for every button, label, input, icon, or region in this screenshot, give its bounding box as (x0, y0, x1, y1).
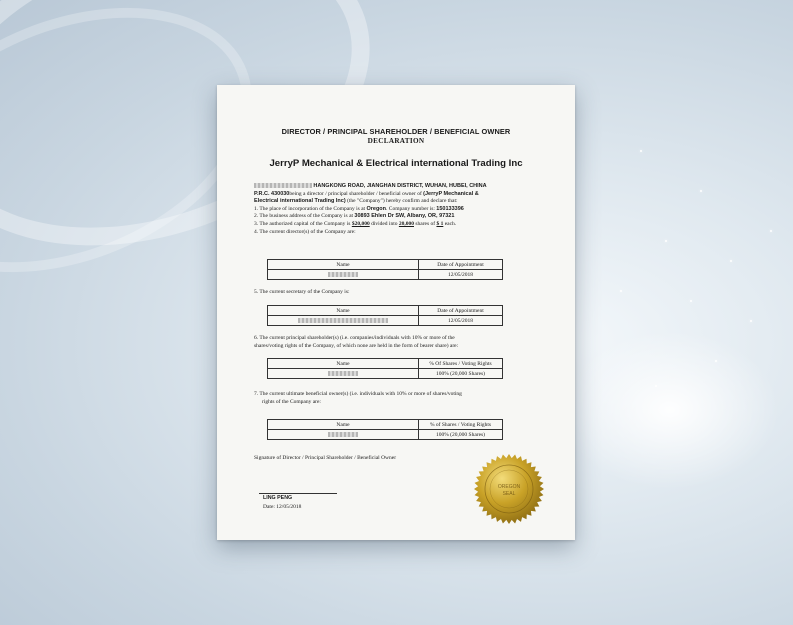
table-header: Name (268, 420, 419, 430)
table-cell (268, 316, 419, 326)
svg-text:SEAL: SEAL (502, 491, 516, 497)
declaration-document (217, 85, 575, 540)
beneficial-owners-table (267, 419, 503, 440)
item-3: 3. The authorized capital of the Company is (254, 220, 351, 227)
table-cell: 100% (20,000 Shares) (419, 430, 503, 440)
item-3: shares of (415, 220, 436, 227)
table-cell (268, 369, 419, 379)
table-header: Name (268, 306, 419, 316)
item-3-par: $ 1 (436, 220, 444, 227)
item-6 (254, 335, 544, 350)
document-subtitle: DECLARATION (367, 137, 425, 145)
item-4: 4. The current director(s) of the Company are: (254, 228, 356, 235)
intro-text: being a director / principal shareholder / beneficial owner of (289, 190, 422, 197)
table-header: % of Shares / Voting Rights (419, 420, 503, 430)
item-1-number: 150133396 (436, 205, 464, 212)
intro-address: HANGKONG ROAD, JIANGHAN DISTRICT, WUHAN, HUBEI, CHINA (313, 183, 487, 189)
item-3-shares: 20,000 (398, 220, 414, 227)
item-7 (254, 391, 544, 406)
signer-name: LING PENG (263, 495, 293, 501)
table-cell (268, 270, 419, 280)
table-header: Date of Appointment (419, 260, 503, 270)
item-2: 2. The business address of the Company is at (254, 213, 354, 220)
signature-date: Date: 12/05/2018 (263, 504, 302, 510)
company-name: JerryP Mechanical & Electrical international Trading Inc (269, 158, 523, 169)
redacted-name (298, 318, 388, 323)
item-7-line: rights of the Company are: (262, 398, 321, 405)
table-cell: 100% (20,000 Shares) (419, 369, 503, 379)
intro-postal: P.R.C. 430030 (254, 190, 290, 197)
table-cell (268, 430, 419, 440)
signature-caption: Signature of Director / Principal Shareholder / Beneficial Owner (254, 455, 397, 461)
intro-company: (JerryP Mechanical & (423, 190, 479, 197)
secretary-table (267, 305, 503, 326)
table-cell: 12/05/2018 (419, 316, 503, 326)
item-6-line: 6. The current principal shareholder(s) (i.e. companies/individuals with 10% or more of the (254, 335, 455, 341)
redacted-text (254, 183, 312, 188)
shareholders-table (267, 358, 503, 379)
table-cell: 12/05/2018 (419, 270, 503, 280)
item-3-capital: $20,000 (351, 220, 370, 227)
table-header: Name (268, 260, 419, 270)
redacted-name (328, 371, 358, 376)
item-1: . Company number is: (386, 205, 435, 212)
intro-paragraph (254, 183, 544, 236)
item-3: divided into (371, 220, 398, 227)
gold-seal-icon (473, 453, 545, 525)
item-2-address: 30893 Ehlen Dr SW, Albany, OR, 97321 (354, 213, 455, 220)
intro-text: (the "Company") hereby confirm and declare that: (347, 198, 458, 205)
item-1: 1. The place of incorporation of the Company is at (254, 205, 366, 212)
svg-text:OREGON: OREGON (497, 484, 521, 490)
item-6-line: shares/voting rights of the Company, of which none are held in the form of bearer share) are: (254, 342, 459, 349)
item-3: each. (444, 220, 457, 227)
redacted-name (328, 272, 358, 277)
table-header: % Of Shares / Voting Rights (419, 359, 503, 369)
redacted-name (328, 432, 358, 437)
signature-line (259, 493, 337, 494)
background-glow (560, 330, 780, 490)
item-7-line: 7. The current ultimate beneficial owner(s) (i.e. individuals with 10% or more of shares/voting (254, 391, 462, 397)
table-header: Name (268, 359, 419, 369)
item-1-place: Oregon (366, 205, 387, 212)
intro-company: Electrical international Trading Inc) (254, 198, 346, 205)
table-header: Date of Appointment (419, 306, 503, 316)
document-title: DIRECTOR / PRINCIPAL SHAREHOLDER / BENEFICIAL OWNER (281, 127, 511, 136)
item-5: 5. The current secretary of the Company is: (254, 289, 350, 295)
directors-table (267, 259, 503, 280)
